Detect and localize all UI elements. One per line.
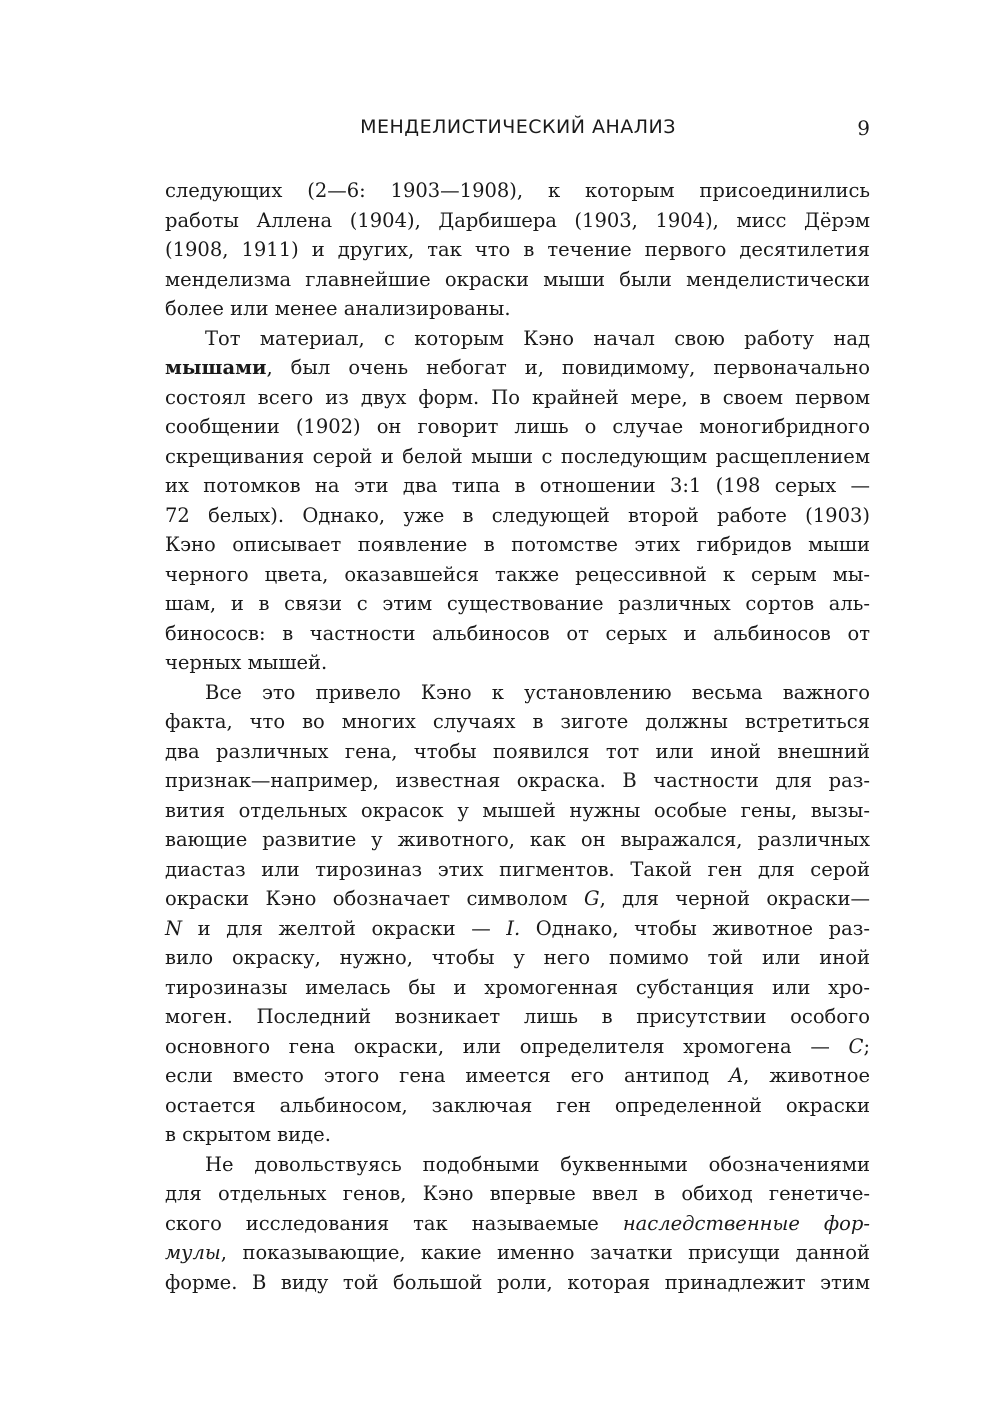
line-fragment: Однако, чтобы животное раз- <box>520 916 870 940</box>
line-fragment: , животное <box>743 1064 871 1087</box>
text-line: остается альбиносом, заключая ген определенной окраски <box>165 1093 870 1117</box>
line-fragment: , показывающие, какие именно зачатки присущи данной <box>220 1241 870 1264</box>
text-line: шам, и в связи с этим существование различных сортов аль- <box>165 592 870 615</box>
text-line: менделизма главнейшие окраски мыши были менделистически <box>165 267 870 291</box>
text-line: сообщении (1902) он говорит лишь о случае моногибридного <box>165 415 870 438</box>
text-line <box>165 353 870 383</box>
text-line: более или менее анализированы. <box>165 297 511 320</box>
text-line: черных мышей. <box>165 651 328 674</box>
line-fragment: , для черной окраски— <box>599 887 870 910</box>
text-line <box>165 1209 870 1239</box>
text-line: (1908, 1911) и других, так что в течение первого десятилетия <box>165 238 870 261</box>
text-line <box>165 884 870 914</box>
line-fragment: , был очень небогат и, повидимому, первоначально <box>266 356 870 379</box>
text-line: факта, что во многих случаях в зиготе должны встретиться <box>165 710 870 733</box>
page-header <box>166 116 870 146</box>
text-line: вило окраску, нужно, чтобы у него помимо той или иной <box>165 946 870 969</box>
text-line: Все это привело Кэно к установлению весьма важного <box>205 680 870 704</box>
text-line: форме. В виду той большой роли, которая принадлежит этим <box>165 1270 870 1294</box>
text-line: Не довольствуясь подобными буквенными обозначениями <box>205 1152 870 1176</box>
text-line: моген. Последний возникает лишь в присутствии особого <box>165 1005 870 1028</box>
line-fragment: окраски Кэно обозначает символом <box>165 887 568 910</box>
line-fragment: ского исследования так называемые <box>165 1211 599 1235</box>
line-fragment: ; <box>863 1034 871 1058</box>
text-line: в скрытом виде. <box>165 1123 331 1146</box>
text-line: для отдельных генов, Кэно впервые ввел в обиход генетиче- <box>165 1182 870 1205</box>
line-fragment: основного гена окраски, или определителя хромогена — <box>165 1034 830 1058</box>
body-text <box>165 176 870 1297</box>
text-line: бинососв: в частности альбиносов от серых и альбиносов от <box>165 621 870 645</box>
text-line: 72 белых). Однако, уже в следующей второй работе (1903) <box>165 503 870 527</box>
line-fragment: и для желтой окраски — <box>197 916 491 940</box>
text-line: диастаз или тирозиназ этих пигментов. Такой ген для серой <box>165 857 870 881</box>
italic-term: наследственные фор- <box>622 1211 870 1235</box>
bold-word: мышами <box>165 356 267 379</box>
italic-term: мулы <box>165 1241 221 1264</box>
text-line: Тот материал, с которым Кэно начал свою работу над <box>205 326 870 350</box>
text-line: скрещивания серой и белой мыши с последующим расщеплением <box>165 444 870 468</box>
symbol-n: N <box>165 916 183 940</box>
text-line: их потомков на эти два типа в отношении 3:1 (198 серых — <box>165 474 870 497</box>
text-line <box>165 1238 870 1268</box>
text-line <box>165 1061 870 1091</box>
text-line <box>165 914 870 944</box>
running-title: МЕНДЕЛИСТИЧЕСКИЙ АНАЛИЗ <box>360 116 676 138</box>
symbol-c: C <box>848 1034 864 1058</box>
symbol-i: I. <box>506 916 521 940</box>
text-line: вающие развитие у животного, как он выражался, различных <box>165 828 870 851</box>
text-line: состоял всего из двух форм. По крайней мере, в своем первом <box>165 385 870 409</box>
text-line: черного цвета, оказавшейся также рецессивной к серым мы- <box>165 562 870 586</box>
text-line: работы Аллена (1904), Дарбишера (1903, 1904), мисс Дёрэм <box>165 208 870 232</box>
text-line: тирозиназы имелась бы и хромогенная субстанция или хро- <box>165 975 870 999</box>
text-line: следующих (2—6: 1903—1908), к которым присоединились <box>165 179 870 202</box>
text-line: признак—например, известная окраска. В частности для раз- <box>165 769 870 792</box>
text-line <box>165 1032 870 1062</box>
text-line: Кэно описывает появление в потомстве этих гибридов мыши <box>165 533 870 556</box>
text-line: два различных гена, чтобы появился тот или иной внешний <box>165 739 870 763</box>
symbol-g: G <box>583 887 600 910</box>
symbol-a: A <box>729 1064 744 1087</box>
text-line: вития отдельных окрасок у мышей нужны особые гены, вызы- <box>165 798 870 822</box>
page-number: 9 <box>857 116 870 140</box>
line-fragment: если вместо этого гена имеется его антипод <box>165 1064 710 1087</box>
